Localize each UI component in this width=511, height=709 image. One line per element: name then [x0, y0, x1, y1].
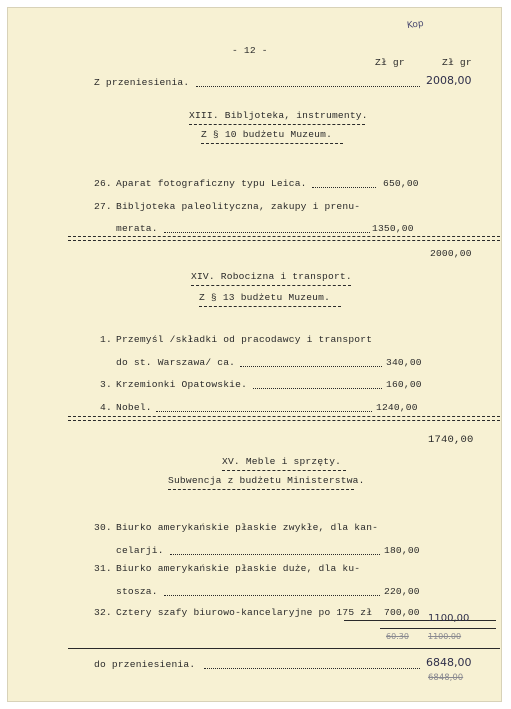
leader-dots — [253, 388, 382, 389]
total-rule — [344, 620, 496, 621]
section15-title: XV. Meble i sprzęty. — [222, 456, 342, 467]
section-rule — [68, 236, 500, 241]
item-number: 4. — [100, 402, 112, 413]
page-number: - 12 - — [232, 45, 268, 56]
struck-note: 60.30 — [386, 632, 409, 641]
title-underline — [191, 285, 351, 286]
section14-title: XIV. Robocizna i transport. — [191, 271, 352, 282]
item-number: 3. — [100, 379, 112, 390]
item-text: Cztery szafy biurowo-kancelaryjne po 175 zł — [116, 607, 373, 618]
item-text-continued: merata. — [116, 223, 158, 234]
leader-dots — [164, 232, 370, 233]
item-amount: 1350,00 — [372, 223, 414, 234]
item-number: 32. — [94, 607, 112, 618]
item-number: 30. — [94, 522, 112, 533]
item-amount: 180,00 — [384, 545, 420, 556]
item-amount: 650,00 — [383, 178, 419, 189]
leader-dots — [156, 411, 372, 412]
leader-dots — [164, 595, 380, 596]
section15-total: 1100,00 — [428, 613, 470, 624]
leader-dots — [170, 554, 380, 555]
carry-in-label: Z przeniesienia. — [94, 77, 190, 88]
carry-out-label: do przeniesienia. — [94, 659, 196, 670]
section14-subtitle: Z § 13 budżetu Muzeum. — [199, 292, 331, 303]
summary-rule — [68, 648, 500, 649]
item-amount: 340,00 — [386, 357, 422, 368]
item-amount: 160,00 — [386, 379, 422, 390]
section14-total: 1740,00 — [428, 434, 474, 446]
currency-header-2: Zł gr — [442, 57, 472, 68]
leader-dots — [312, 187, 376, 188]
section13-title: XIII. Bibljoteka, instrumenty. — [189, 110, 368, 121]
item-text: Bibljoteka paleolityczna, zakupy i prenu- — [116, 201, 361, 212]
item-number: 27. — [94, 201, 112, 212]
item-text: Przemyśl /składki od pracodawcy i transport — [116, 334, 373, 345]
carry-out-amount: 6848,00 — [426, 656, 472, 669]
subtitle-underline — [199, 306, 341, 307]
carry-out-struck-amount: 6848,00 — [428, 673, 464, 683]
carry-in-amount: 2008,00 — [426, 74, 472, 87]
item-text: Aparat fotograficzny typu Leica. — [116, 178, 307, 189]
item-number: 26. — [94, 178, 112, 189]
total-rule — [380, 628, 496, 629]
item-amount: 1240,00 — [376, 402, 418, 413]
item-amount: 220,00 — [384, 586, 420, 597]
item-text: Biurko amerykańskie płaskie duże, dla ku- — [116, 563, 361, 574]
struck-note: 1100.00 — [428, 632, 462, 641]
item-text: Nobel. — [116, 402, 152, 413]
subtitle-underline — [168, 489, 354, 490]
document-page — [8, 8, 501, 701]
item-text-continued: do st. Warszawa/ ca. — [116, 357, 236, 368]
item-text: Krzemionki Opatowskie. — [116, 379, 248, 390]
currency-header-1: Zł gr — [375, 57, 405, 68]
subtitle-underline — [201, 143, 343, 144]
leader-dots — [196, 86, 420, 87]
title-underline — [189, 124, 365, 125]
section13-subtitle: Z § 10 budżetu Muzeum. — [201, 129, 333, 140]
leader-dots — [240, 366, 382, 367]
leader-dots — [204, 668, 420, 669]
item-number: 1. — [100, 334, 112, 345]
title-underline — [222, 470, 346, 471]
item-text: Biurko amerykańskie płaskie zwykłe, dla kan- — [116, 522, 379, 533]
section-rule — [68, 416, 500, 421]
item-text-continued: celarji. — [116, 545, 164, 556]
section13-total: 2000,00 — [430, 248, 472, 259]
section15-subtitle: Subwencja z budżetu Ministerstwa. — [168, 475, 365, 486]
item-text-continued: stosza. — [116, 586, 158, 597]
item-number: 31. — [94, 563, 112, 574]
item-amount: 700,00 — [384, 607, 420, 618]
corner-note: Kop — [406, 18, 425, 32]
